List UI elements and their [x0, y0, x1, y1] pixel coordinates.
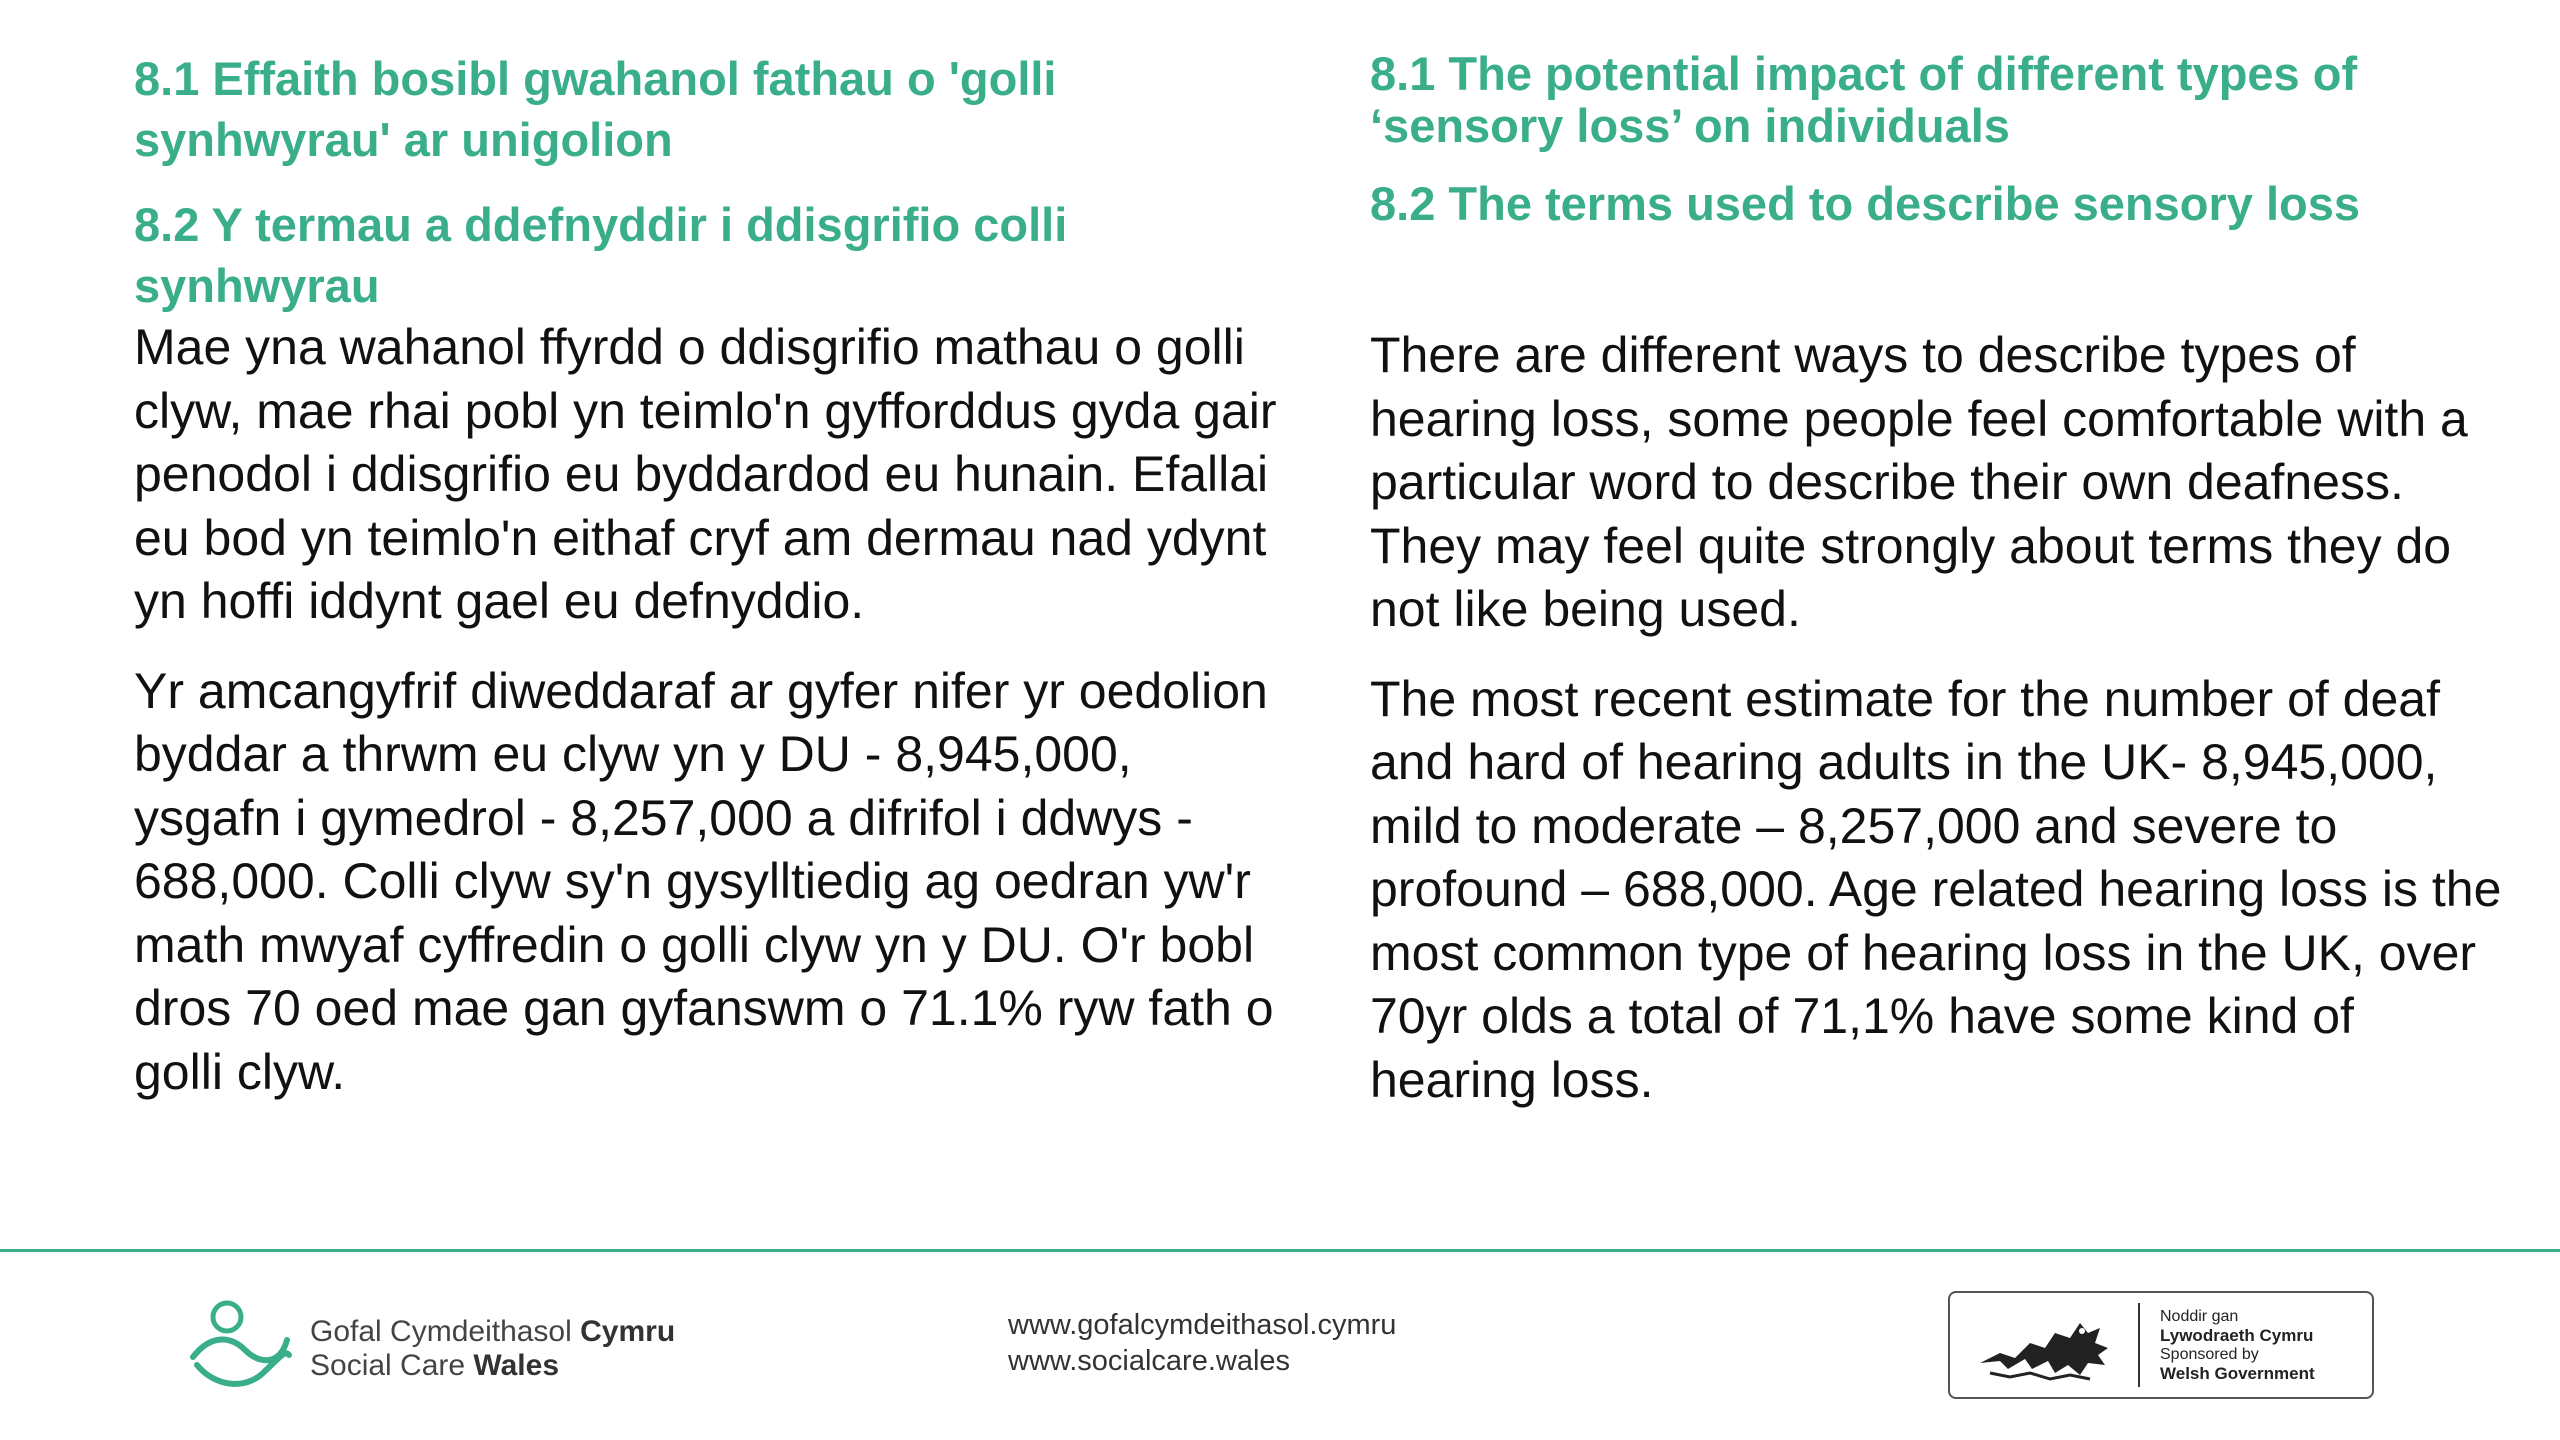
- english-heading-8-2: 8.2 The terms used to describe sensory loss: [1370, 177, 2361, 230]
- welsh-heading-8-2: 8.2 Y termau a ddefnyddir i ddisgrifio colli synhwyrau: [134, 198, 1068, 312]
- website-urls: [1008, 1307, 1396, 1379]
- footer-divider: [0, 1249, 2560, 1252]
- welsh-column: [134, 48, 1284, 1104]
- english-paragraph-terms: There are different ways to describe types of hearing loss, some people feel comfortable with a particular word to describe their own deafness. They may feel quite strongly about terms they do not like being used.: [1370, 327, 2468, 637]
- welsh-government-badge: [1948, 1291, 2374, 1399]
- url-welsh[interactable]: www.gofalcymdeithasol.cymru: [1008, 1309, 1397, 1341]
- logo-line-welsh: Gofal Cymdeithasol Cymru: [310, 1315, 676, 1348]
- welsh-heading-8-1: 8.1 Effaith bosibl gwahanol fathau o 'golli synhwyrau' ar unigolion: [134, 52, 1057, 166]
- url-english[interactable]: www.socialcare.wales: [1008, 1345, 1291, 1377]
- logo-wordmark: [310, 1315, 675, 1383]
- english-paragraph-estimate: The most recent estimate for the number of deaf and hard of hearing adults in the UK- 8,945,000, mild to moderate – 8,257,000 and severe to profound – 688,000. Age related hearing loss is the most common type of hearing loss in the UK, over 70yr olds a total of 71,1% have some kind of hearing loss.: [1370, 670, 2502, 1108]
- english-heading-8-1: 8.1 The potential impact of different types of ‘sensory loss’ on individuals: [1370, 47, 2358, 152]
- social-care-wales-emblem-icon: [185, 1295, 295, 1395]
- welsh-dragon-icon: [1970, 1303, 2120, 1387]
- footer: [0, 1255, 2560, 1440]
- sponsor-text: Noddir gan Lywodraeth Cymru Sponsored by Welsh Government: [2160, 1308, 2315, 1383]
- social-care-wales-logo: [185, 1295, 705, 1405]
- logo-line-english: Social Care Wales: [310, 1349, 559, 1382]
- welsh-paragraph-estimate: Yr amcangyfrif diweddaraf ar gyfer nifer yr oedolion byddar a thrwm eu clyw yn y DU - 8,945,000, ysgafn i gymedrol - 8,257,000 a difrifol i ddwys - 688,000. Colli clyw sy'n gysylltiedig ag oedran yw'r math mwyaf cyffredin o golli clyw yn y DU. O'r bobl dros 70 oed mae gan gyfanswm o 71.1% ryw fath o golli clyw.: [134, 662, 1274, 1100]
- welsh-paragraph-terms: Mae yna wahanol ffyrdd o ddisgrifio mathau o golli clyw, mae rhai pobl yn teimlo'n gyfforddus gyda gair penodol i ddisgrifio eu byddardod eu hunain. Efallai eu bod yn teimlo'n eithaf cryf am dermau nad ydynt yn hoffi iddynt gael eu defnyddio.: [134, 319, 1277, 629]
- english-column: [1370, 48, 2520, 1112]
- badge-separator: [2138, 1303, 2140, 1387]
